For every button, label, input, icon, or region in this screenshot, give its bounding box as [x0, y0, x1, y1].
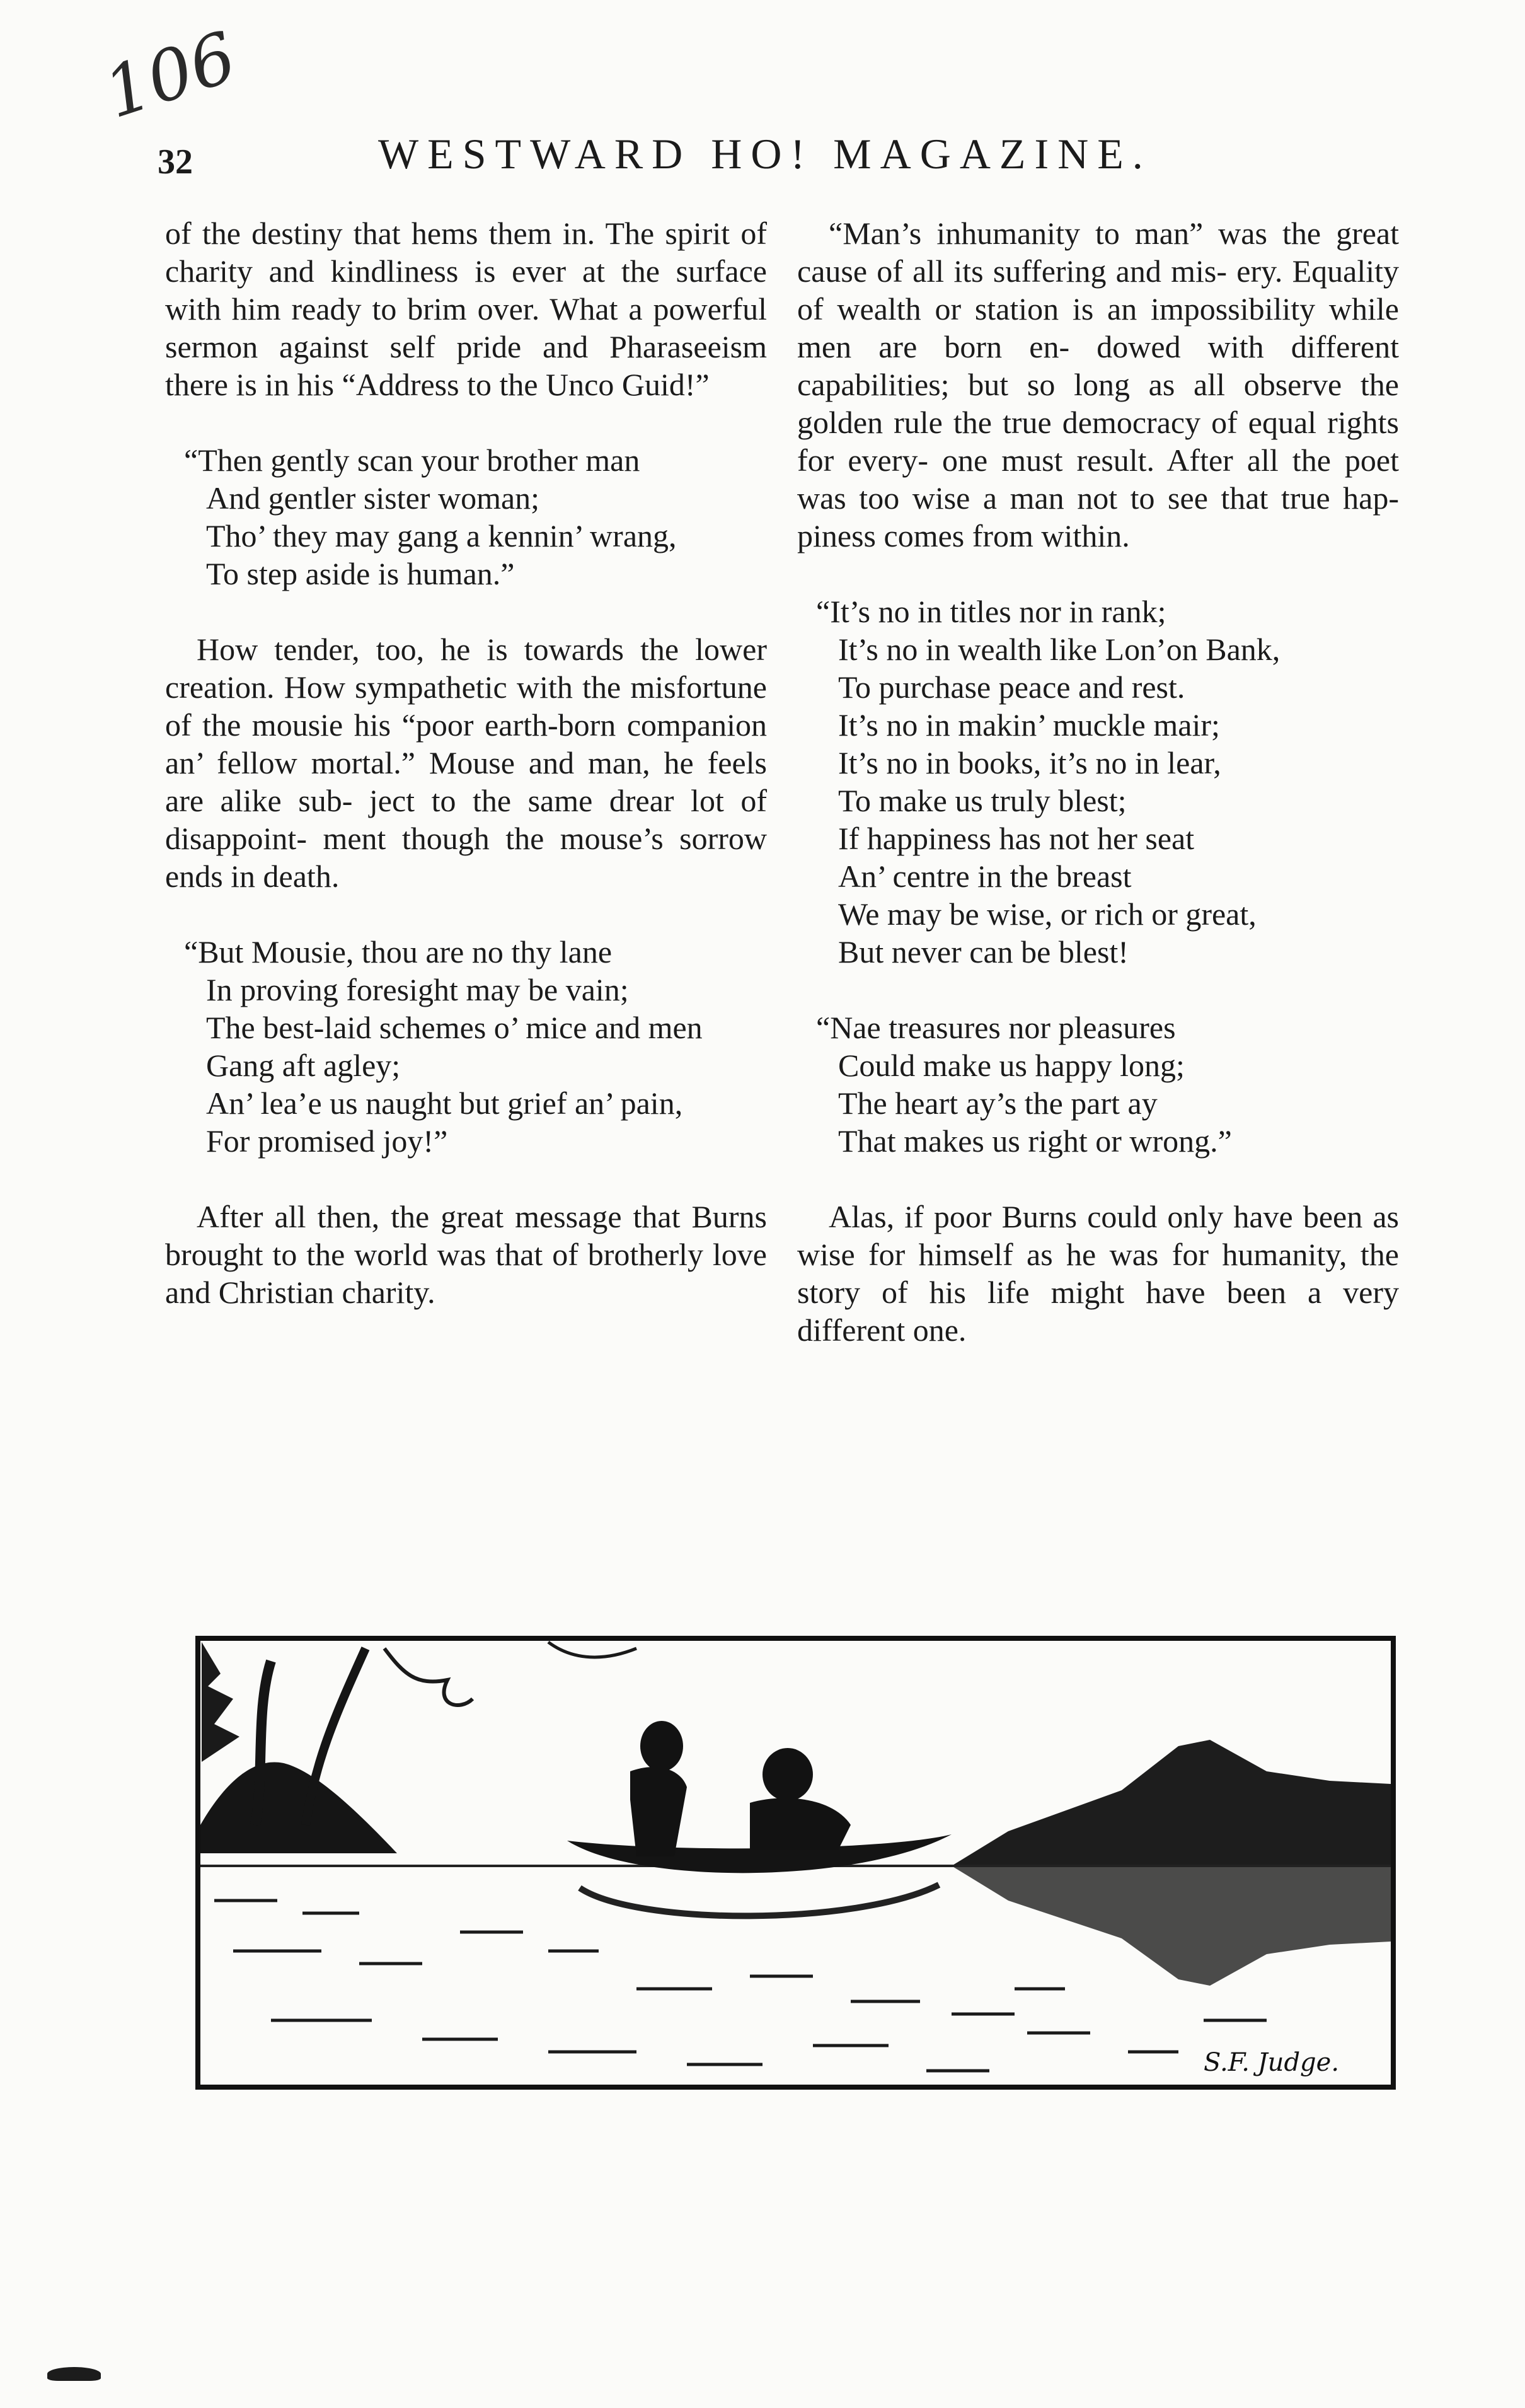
text-line: Burns brought to the world was that of	[165, 1199, 767, 1272]
text-line: piness comes from within.	[797, 518, 1130, 553]
text-line: too wise a man not to see that true hap-	[859, 480, 1400, 516]
verse-line: To purchase peace and rest.	[838, 669, 1185, 705]
canoe-illustration	[195, 1636, 1396, 2090]
text-line: Mouse and man, he feels are alike sub-	[165, 745, 767, 818]
verse-line: Tho’ they may gang a kennin’ wrang,	[206, 518, 677, 553]
right-verse-2	[797, 1009, 1399, 1160]
verse-line: “It’s no in titles nor in rank;	[816, 594, 1166, 629]
handwritten-page-number: 106	[95, 16, 246, 134]
left-verse-2	[165, 933, 767, 1160]
text-line: at the surface with him ready to brim	[165, 253, 768, 327]
text-line: death.	[263, 859, 340, 894]
figure-body	[750, 1798, 851, 1850]
figure-body	[630, 1767, 687, 1856]
text-line: of the destiny that hems them in. The	[165, 216, 655, 251]
verse-line: An’ centre in the breast	[838, 859, 1132, 894]
branch	[384, 1648, 473, 1705]
verse-line: But never can be blest!	[838, 934, 1129, 970]
text-line: his “Address to the Unco Guid!”	[297, 367, 710, 402]
text-line: earth-born companion an’ fellow mortal.”	[165, 707, 767, 780]
text-line: over. What a powerful sermon against	[165, 291, 767, 364]
verse-line: “But Mousie, thou are no thy lane	[184, 934, 613, 970]
hills-reflection	[952, 1866, 1391, 1986]
lake-scene-drawing	[195, 1636, 1396, 2090]
verse-line: Gang aft agley;	[206, 1048, 401, 1083]
text-line: have been a very different one.	[797, 1275, 1399, 1348]
left-paragraph-3	[165, 1198, 767, 1311]
left-verse-1	[165, 441, 767, 593]
text-line: How tender, too, he is towards the	[197, 632, 679, 667]
text-line: brotherly love and Christian charity.	[165, 1237, 767, 1310]
verse-line: The heart ay’s the part ay	[838, 1085, 1158, 1121]
figure-head	[762, 1748, 813, 1801]
verse-line: To make us truly blest;	[838, 783, 1127, 818]
text-line: the misfortune of the mousie his “poor	[165, 669, 767, 743]
text-line: true democracy of equal rights for every-	[797, 405, 1399, 478]
right-paragraph-1	[797, 214, 1399, 555]
text-line: ery. Equality of wealth or station is an	[797, 253, 1400, 327]
verse-line: It’s no in wealth like Lon’on Bank,	[838, 632, 1280, 667]
verse-line: “Nae treasures nor pleasures	[816, 1010, 1176, 1045]
far-hills	[952, 1740, 1391, 1866]
text-line: ject to the same drear lot of disappoint-	[165, 783, 768, 856]
figure-head	[640, 1721, 683, 1771]
text-line: lower creation. How sympathetic with	[165, 632, 767, 705]
text-line: dowed with different capabilities; but so	[797, 329, 1399, 402]
right-paragraph-2	[797, 1198, 1399, 1349]
tree-foliage	[202, 1642, 239, 1762]
verse-line: Could make us happy long;	[838, 1048, 1185, 1083]
verse-line: It’s no in makin’ muckle mair;	[838, 707, 1220, 743]
left-column	[165, 214, 767, 1349]
canoe-reflection	[580, 1885, 939, 1916]
verse-line: If happiness has not her seat	[838, 821, 1195, 856]
verse-line: The best-laid schemes o’ mice and men	[206, 1010, 703, 1045]
text-line: humanity, the story of his life might	[797, 1237, 1399, 1310]
text-line: After all then, the great message that	[197, 1199, 681, 1234]
text-line: long as all observe the golden rule the	[797, 367, 1399, 440]
left-paragraph-2	[165, 630, 767, 895]
branch	[548, 1642, 636, 1657]
running-title: WESTWARD HO! MAGAZINE.	[378, 130, 1152, 178]
verse-line: To step aside is human.”	[206, 556, 515, 591]
verse-line: In proving foresight may be vain;	[206, 972, 629, 1007]
text-line: been as wise for himself as he was for	[797, 1199, 1399, 1272]
right-verse-1	[797, 593, 1399, 971]
page-number: 32	[158, 142, 193, 182]
text-line: spirit of charity and kindliness is ever	[165, 216, 767, 289]
verse-line: And gentler sister woman;	[206, 480, 540, 516]
text-line: one must result. After all the poet was	[797, 443, 1399, 516]
left-shore	[200, 1762, 397, 1853]
text-line: self pride and Pharaseeism there is in	[165, 329, 768, 402]
text-line: “Man’s inhumanity to man” was the	[829, 216, 1321, 251]
text-line: impossibility while men are born en-	[797, 291, 1399, 364]
text-line: Alas, if poor Burns could only have	[829, 1199, 1293, 1234]
right-column	[797, 214, 1399, 1387]
text-line: ment though the mouse’s sorrow ends in	[165, 821, 768, 894]
verse-line: “Then gently scan your brother man	[184, 443, 640, 478]
verse-line: An’ lea’e us naught but grief an’ pain,	[206, 1085, 683, 1121]
verse-line: We may be wise, or rich or great,	[838, 896, 1257, 932]
verse-line: It’s no in books, it’s no in lear,	[838, 745, 1221, 780]
ink-blot	[47, 2367, 101, 2381]
verse-line: For promised joy!”	[206, 1123, 448, 1159]
text-line: great cause of all its suffering and mis-	[797, 216, 1399, 289]
artist-signature: S.F. Judge.	[1204, 2048, 1340, 2077]
left-paragraph-1	[165, 214, 767, 403]
verse-line: That makes us right or wrong.”	[838, 1123, 1232, 1159]
